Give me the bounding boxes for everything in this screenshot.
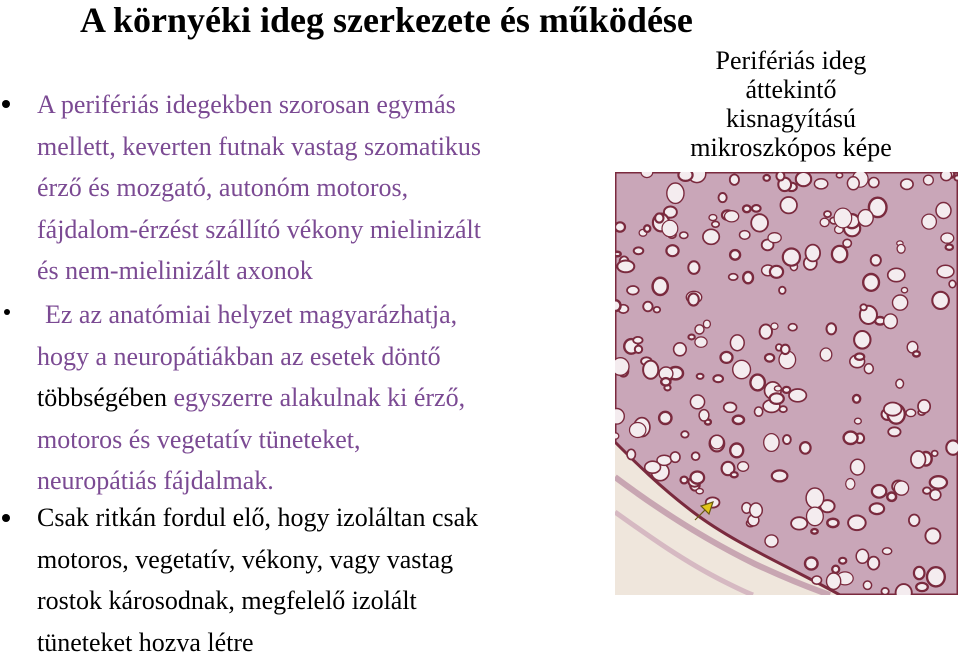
- axon-ring: [854, 331, 870, 349]
- axon-ring: [858, 210, 873, 227]
- axon-ring: [936, 203, 951, 219]
- axon-ring: [713, 375, 723, 382]
- axon-ring: [896, 584, 912, 595]
- axon-ring: [800, 442, 811, 454]
- bullet-text: [37, 84, 617, 292]
- axon-ring: [781, 345, 790, 354]
- axon-ring: [901, 179, 913, 189]
- axon-ring: [941, 172, 952, 181]
- nerve-micrograph-image: [615, 172, 958, 595]
- axon-ring: [863, 581, 871, 589]
- axon-ring: [779, 287, 786, 294]
- axon-ring: [695, 337, 707, 347]
- axon-ring: [655, 213, 663, 222]
- axon-ring: [688, 293, 699, 305]
- axon-ring: [743, 272, 753, 283]
- bullet-text: [45, 294, 625, 502]
- axon-ring: [911, 451, 926, 468]
- axon-ring: [811, 529, 817, 534]
- axon-ring: [949, 280, 956, 287]
- axon-ring: [697, 374, 704, 379]
- axon-ring: [645, 461, 661, 473]
- axon-ring: [627, 449, 635, 459]
- axon-ring: [847, 177, 859, 190]
- caption-line: Perifériás ideg: [626, 46, 956, 75]
- axon-ring: [760, 324, 772, 338]
- axon-ring: [695, 325, 704, 334]
- axon-ring: [846, 479, 855, 490]
- axon-ring: [824, 211, 831, 217]
- axon-ring: [888, 268, 905, 281]
- axon-ring: [750, 503, 763, 517]
- axon-ring: [796, 172, 811, 186]
- axon-ring: [633, 337, 642, 344]
- axon-ring: [730, 250, 740, 260]
- bullet-line: hogy a neuropátiákban az esetek döntő: [37, 336, 625, 378]
- axon-ring: [827, 519, 838, 527]
- axon-ring: [894, 481, 908, 495]
- axon-ring: [667, 183, 684, 203]
- axon-ring: [690, 395, 704, 409]
- axon-ring: [925, 528, 940, 543]
- axon-ring: [884, 403, 902, 416]
- axon-ring: [765, 535, 778, 547]
- axon-ring: [791, 517, 807, 529]
- axon-ring: [807, 507, 824, 526]
- axon-ring: [721, 352, 733, 363]
- axon-ring: [615, 252, 621, 257]
- axon-ring: [856, 549, 868, 563]
- bullet-line: rostok károsodnak, megfelelő izolált: [37, 580, 617, 622]
- bullet-text: [37, 497, 617, 663]
- axon-ring: [918, 400, 930, 413]
- axon-ring: [729, 274, 738, 280]
- bullet-line: A perifériás idegekben szorosan egymás: [37, 84, 617, 126]
- axon-ring: [881, 588, 888, 595]
- axon-ring: [730, 335, 744, 351]
- axon-ring: [839, 558, 846, 564]
- axon-ring: [832, 566, 839, 573]
- axon-ring: [670, 452, 680, 462]
- axon-ring: [930, 476, 947, 488]
- axon-ring: [634, 247, 644, 254]
- axon-ring: [733, 416, 744, 424]
- axon-ring: [635, 346, 642, 353]
- axon-ring: [783, 249, 800, 266]
- axon-ring: [674, 343, 687, 356]
- axon-ring: [927, 567, 945, 586]
- axon-ring: [783, 387, 791, 393]
- axon-ring: [681, 477, 688, 484]
- axon-ring: [896, 379, 904, 388]
- axon-ring: [751, 214, 768, 231]
- axon-ring: [615, 222, 625, 231]
- axon-ring: [827, 323, 837, 334]
- bullet-line: fájdalom-érzést szállító vékony mielinizált: [37, 209, 617, 251]
- axon-ring: [641, 172, 653, 178]
- axon-ring: [776, 172, 784, 181]
- axon-ring: [864, 364, 873, 374]
- axon-ring: [812, 576, 821, 584]
- axon-ring: [855, 418, 862, 424]
- bullet-marker: [2, 514, 10, 522]
- axon-ring: [740, 231, 750, 240]
- axon-ring: [913, 351, 920, 356]
- axon-ring: [827, 573, 841, 589]
- axon-ring: [627, 286, 639, 295]
- axon-ring: [869, 178, 879, 188]
- axon-ring: [703, 320, 710, 328]
- axon-ring: [851, 459, 865, 475]
- axon-ring: [855, 354, 864, 360]
- axon-ring: [820, 348, 832, 361]
- axon-ring: [644, 225, 650, 232]
- bullet-line: motoros, vegetatív, vékony, vagy vastag: [37, 539, 617, 581]
- axon-ring: [789, 389, 806, 402]
- figure-caption: [626, 46, 956, 162]
- axon-ring: [844, 432, 858, 444]
- axon-ring: [662, 220, 678, 236]
- axon-ring: [888, 427, 900, 436]
- axon-ring: [853, 395, 860, 403]
- axon-ring: [733, 360, 751, 378]
- axon-ring: [843, 239, 851, 247]
- bullet-marker: [4, 309, 10, 315]
- axon-ring: [893, 295, 908, 310]
- axon-ring: [678, 172, 692, 181]
- axon-ring: [615, 358, 629, 376]
- axon-ring: [941, 233, 954, 243]
- axon-ring: [696, 489, 703, 494]
- axon-ring: [725, 211, 739, 222]
- axon-ring: [872, 485, 886, 498]
- axon-ring: [630, 423, 646, 438]
- axon-ring: [884, 314, 898, 329]
- axon-ring: [906, 409, 916, 416]
- axon-ring: [848, 516, 866, 531]
- axon-ring: [615, 300, 621, 311]
- axon-ring: [770, 393, 784, 404]
- bullet-line: motoros és vegetatív tüneteket,: [37, 419, 625, 461]
- axon-ring: [765, 354, 774, 362]
- axon-ring: [643, 361, 658, 379]
- axon-ring: [860, 304, 866, 310]
- axon-ring: [774, 386, 781, 391]
- bullet-marker: [2, 100, 10, 108]
- axon-ring: [883, 548, 892, 555]
- axon-ring: [887, 493, 896, 501]
- axon-ring: [666, 245, 678, 256]
- bullet-line: [37, 377, 625, 419]
- axon-ring: [709, 215, 717, 221]
- axon-ring: [768, 233, 781, 243]
- axon-ring: [731, 472, 738, 477]
- axon-ring: [752, 205, 761, 212]
- axon-ring: [692, 452, 700, 460]
- axon-ring: [805, 557, 818, 569]
- nerve-cross-section-micrograph-icon: [615, 172, 958, 595]
- axon-ring: [681, 431, 688, 437]
- caption-line: mikroszkópos képe: [626, 133, 956, 162]
- axon-ring: [724, 403, 737, 413]
- axon-ring: [780, 197, 797, 213]
- axon-ring: [806, 245, 821, 262]
- axon-ring: [750, 375, 764, 391]
- axon-ring: [615, 433, 619, 439]
- axon-ring: [691, 472, 705, 484]
- axon-ring: [772, 470, 788, 481]
- axon-ring: [901, 287, 907, 292]
- axon-ring: [688, 261, 699, 274]
- axon-ring: [783, 435, 791, 444]
- axon-ring: [820, 218, 829, 226]
- axon-ring: [712, 221, 719, 227]
- caption-line: kisnagyítású: [626, 104, 956, 133]
- bullet-line: Csak ritkán fordul elő, hogy izoláltan csak: [37, 497, 617, 539]
- axon-ring: [659, 412, 671, 424]
- axon-ring: [932, 451, 938, 457]
- axon-ring: [617, 261, 634, 273]
- axon-ring: [832, 246, 847, 262]
- axon-ring: [764, 175, 770, 181]
- axon-ring: [897, 244, 905, 253]
- axon-ring: [930, 490, 941, 501]
- axon-ring: [699, 410, 709, 421]
- axon-ring: [922, 214, 937, 229]
- axon-ring: [914, 567, 925, 579]
- axon-ring: [863, 274, 879, 291]
- caption-line: áttekintő: [626, 75, 956, 104]
- axon-ring: [654, 307, 661, 313]
- axon-ring: [688, 335, 694, 340]
- axon-ring: [738, 462, 749, 472]
- axon-ring: [661, 378, 670, 385]
- axon-ring: [770, 266, 783, 278]
- axon-ring: [719, 193, 727, 202]
- axon-ring: [806, 488, 824, 508]
- bullet-line: Ez az anatómiai helyzet magyarázhatja,: [45, 294, 625, 336]
- axon-ring: [703, 229, 719, 244]
- axon-ring: [680, 232, 688, 238]
- axon-ring: [946, 440, 958, 454]
- bullet-line: neuropátiás fájdalmak.: [37, 460, 625, 502]
- axon-ring: [946, 245, 953, 250]
- axon-ring: [924, 175, 934, 185]
- bullet-line: mellett, keverten futnak vastag szomatikus: [37, 126, 617, 168]
- axon-ring: [743, 205, 751, 212]
- axon-ring: [788, 324, 797, 331]
- axon-ring: [814, 179, 827, 189]
- axon-ring: [730, 175, 739, 185]
- axon-ring: [730, 444, 743, 458]
- axon-ring: [755, 407, 763, 416]
- bullet-line: érző és mozgató, autonóm motoros,: [37, 167, 617, 209]
- axon-ring: [916, 583, 928, 591]
- axon-ring: [643, 302, 652, 312]
- bullet-line-segment: többségében: [37, 383, 167, 412]
- slide-title: A környéki ideg szerkezete és működése: [80, 0, 693, 42]
- axon-ring: [909, 515, 920, 527]
- bullet-line-segment: egyszerre alakulnak ki érző,: [173, 383, 465, 412]
- axon-ring: [834, 208, 852, 228]
- axon-ring: [615, 409, 624, 425]
- bullet-line: tüneteket hozva létre: [37, 622, 617, 663]
- axon-ring: [764, 434, 779, 452]
- axon-ring: [771, 323, 778, 329]
- axon-ring: [932, 292, 949, 309]
- axon-ring: [653, 278, 668, 295]
- axon-ring: [710, 435, 723, 449]
- axon-ring: [836, 173, 842, 178]
- axon-ring: [870, 503, 884, 514]
- axon-ring: [871, 255, 881, 266]
- axon-ring: [868, 557, 879, 570]
- axon-ring: [937, 265, 954, 277]
- bullet-line: és nem-mielinizált axonok: [37, 250, 617, 292]
